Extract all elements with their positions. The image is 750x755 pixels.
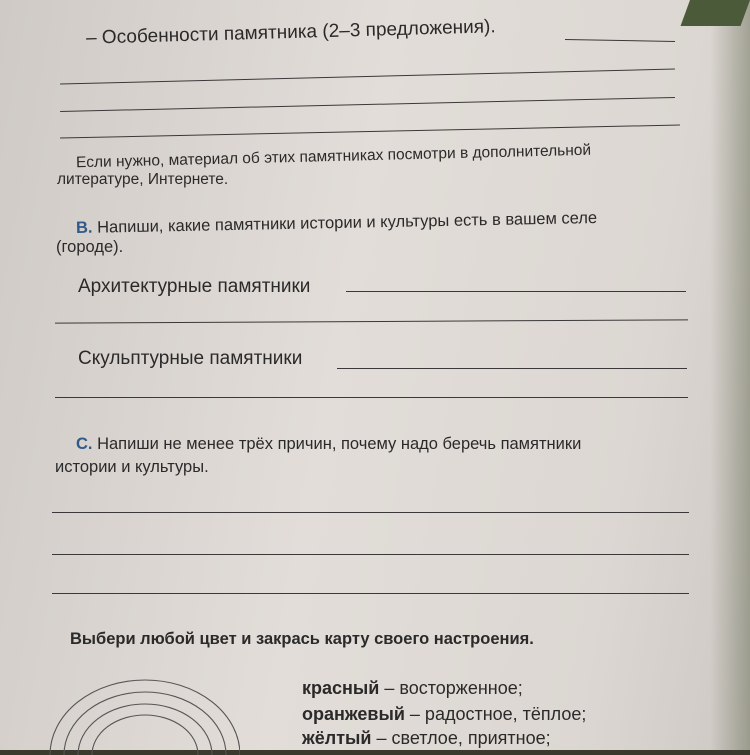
task-c-line-2: истории и культуры.	[55, 458, 209, 476]
features-answer-line-2[interactable]	[60, 68, 675, 84]
sculptural-monuments-label: Скульптурные памятники	[78, 348, 303, 369]
rainbow-arc-2[interactable]	[64, 692, 226, 755]
mood-rainbow-drawing[interactable]	[40, 665, 240, 755]
legend-orange	[302, 704, 586, 725]
features-answer-line-1[interactable]	[565, 39, 675, 42]
legend-orange-meaning: – радостное, тёплое;	[404, 704, 587, 724]
architectural-answer-line-1[interactable]	[346, 291, 686, 292]
architectural-answer-line-2[interactable]	[55, 319, 688, 323]
sculptural-answer-line-1[interactable]	[337, 368, 687, 369]
legend-red-name: красный	[302, 678, 380, 698]
task-b-letter: В.	[75, 218, 93, 238]
task-c-line-1	[76, 435, 581, 454]
mood-task-title: Выбери любой цвет и закрась карту своего настроения.	[70, 630, 534, 648]
reasons-answer-line-3[interactable]	[52, 593, 689, 594]
corner-background	[681, 0, 750, 26]
sculptural-answer-line-2[interactable]	[55, 397, 688, 398]
rainbow-arc-3[interactable]	[78, 704, 212, 755]
legend-orange-name: оранжевый	[302, 704, 405, 724]
features-answer-line-3[interactable]	[60, 97, 675, 112]
task-b-line-1	[76, 209, 597, 238]
features-prompt: – Особенности памятника (2–3 предложения).	[85, 16, 496, 49]
task-b-text: Напиши, какие памятники истории и культуры есть в вашем селе	[96, 208, 598, 237]
legend-red-meaning: – восторженное;	[379, 678, 523, 698]
features-answer-line-4[interactable]	[60, 125, 680, 139]
note-line-2: литературе, Интернете.	[57, 171, 229, 188]
rainbow-arc-4[interactable]	[92, 715, 198, 755]
reasons-answer-line-1[interactable]	[52, 512, 689, 513]
reasons-answer-line-2[interactable]	[52, 554, 689, 555]
rainbow-arc-1[interactable]	[50, 680, 240, 755]
task-b-line-2: (городе).	[56, 238, 124, 256]
task-c-letter: С.	[76, 435, 93, 453]
page-edge-shadow	[710, 0, 750, 750]
legend-red	[302, 678, 523, 699]
legend-yellow	[302, 728, 551, 749]
task-c-text: Напиши не менее трёх причин, почему надо беречь памятники	[97, 435, 582, 453]
architectural-monuments-label: Архитектурные памятники	[78, 276, 311, 297]
legend-yellow-meaning: – светлое, приятное;	[371, 728, 551, 748]
legend-yellow-name: жёлтый	[302, 728, 372, 748]
note-line-1: Если нужно, материал об этих памятниках посмотри в дополнительной	[75, 141, 592, 172]
